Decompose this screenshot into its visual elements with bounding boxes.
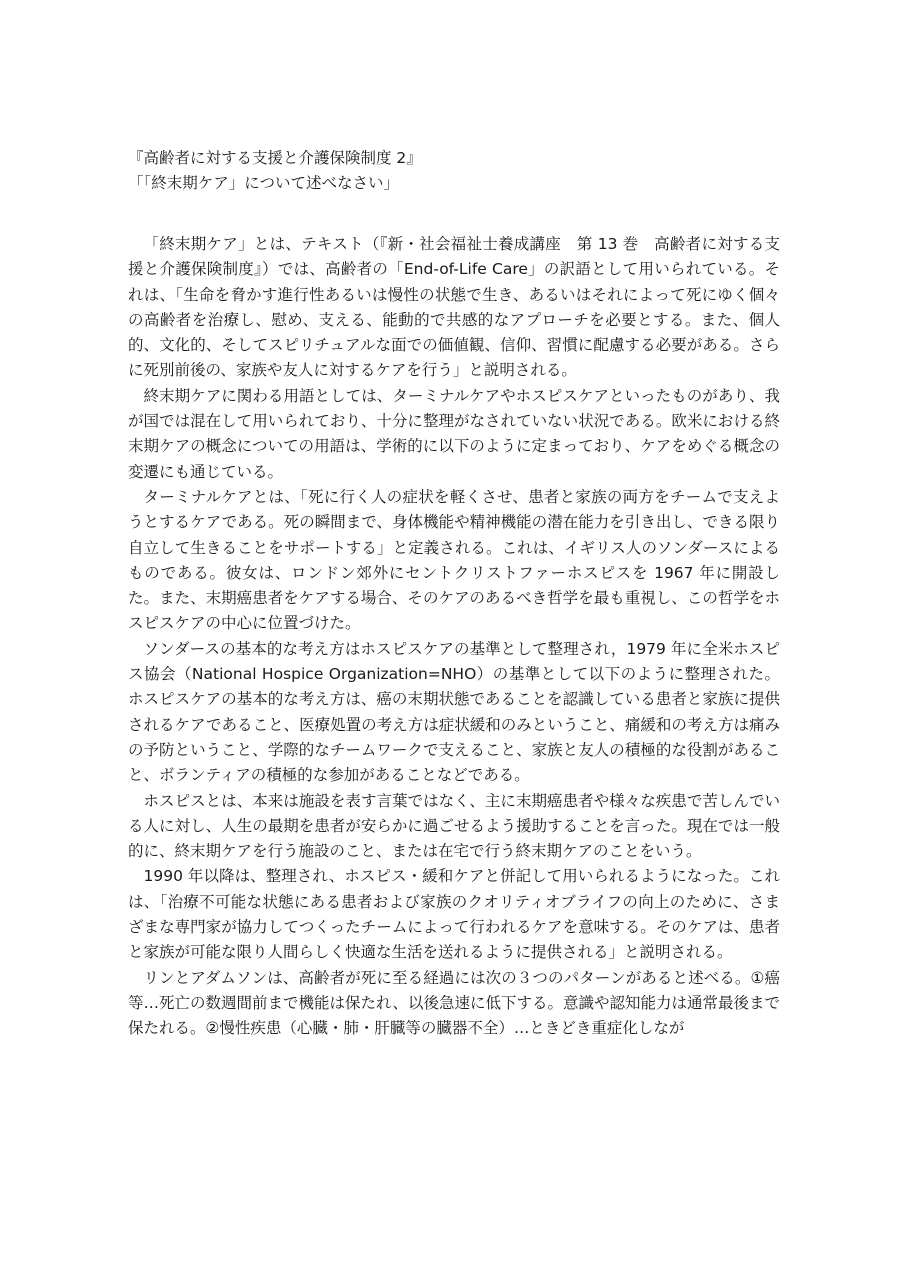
paragraph-lynn-adamson: リンとアダムソンは、高齢者が死に至る経過には次の３つのパターンがあると述べる。①癌等…死亡の数週間前まで機能は保たれ、以後急速に低下する。意識や認知能力は通常最後まで保たれる。②慢性疾患（心臓・肺・肝臓等の臓器不全）…ときどき重症化しなが (128, 968, 780, 1038)
paragraph-palliative-care: 1990 年以降は、整理され、ホスピス・緩和ケアと併記して用いられるようになった。これは、「治療不可能な状態にある患者および家族のクオリティオブライフの向上のために、さまざまな専門家が協力してつくったチームによって行われるケアを意味する。そのケアは、患者と家族が可能な限り人間らしく快適な生活を送れるように提供される」と説明される。 (128, 867, 780, 962)
document-title: 『高齢者に対する支援と介護保険制度 2』 (128, 149, 422, 167)
paragraph-terminology: 終末期ケアに関わる用語としては、ターミナルケアやホスピスケアといったものがあり、我が国では混在して用いられており、十分に整理がなされていない状況である。欧米における終末期ケアの概念についての用語は、学術的に以下のように定まっており、ケアをめぐる概念の変遷にも通じている。 (128, 386, 780, 481)
document-body (128, 232, 780, 1042)
document-subtitle: 「「終末期ケア」について述べなさい」 (128, 174, 399, 192)
paragraph-hospice: ホスピスとは、本来は施設を表す言葉ではなく、主に末期癌患者や様々な疾患で苦しんでいる人に対し、人生の最期を患者が安らかに過ごせるよう援助することを言った。現在では一般的に、終末期ケアを行う施設のこと、または在宅で行う終末期ケアのことをいう。 (128, 791, 780, 861)
paragraph-definition: 「終末期ケア」とは、テキスト（『新・社会福祉士養成講座 第 13 巻 高齢者に対する支援と介護保険制度』）では、高齢者の「End-of-Life Care」の訳語として用いられている。それは、「生命を脅かす進行性あるいは慢性の状態で生き、あるいはそれによって死にゆく個々の高齢者を治療し、慰め、支える、能動的で共感的なアプローチを必要とする。また、個人的、文化的、そしてスピリチュアルな面での価値観、信仰、習慣に配慮する必要がある。さらに死別前後の、家族や友人に対するケアを行う」と説明される。 (128, 235, 780, 380)
paragraph-hospice-standards: ソンダースの基本的な考え方はホスピスケアの基準として整理され，1979 年に全米ホスピス協会（National Hospice Organization=NHO）の基準として以下のように整理された。ホスピスケアの基本的な考え方は、癌の末期状態であることを認識している患者と家族に提供されるケアであること、医療処置の考え方は症状緩和のみということ、痛緩和の考え方は痛みの予防ということ、学際的なチームワークで支えること、家族と友人の積極的な役割があること、ボランティアの積極的な参加があることなどである。 (128, 639, 780, 785)
document-header (128, 146, 788, 196)
paragraph-terminal-care: ターミナルケアとは、「死に行く人の症状を軽くさせ、患者と家族の両方をチームで支えようとするケアである。死の瞬間まで、身体機能や精神機能の潜在能力を引き出し、できる限り自立して生きることをサポートする」と定義される。これは、イギリス人のソンダースによるものである。彼女は、ロンドン郊外にセントクリストファーホスピスを 1967 年に開設した。また、末期癌患者をケアする場合、そのケアのあるべき哲学を最も重視し、この哲学をホスピスケアの中心に位置づけた。 (128, 487, 780, 633)
